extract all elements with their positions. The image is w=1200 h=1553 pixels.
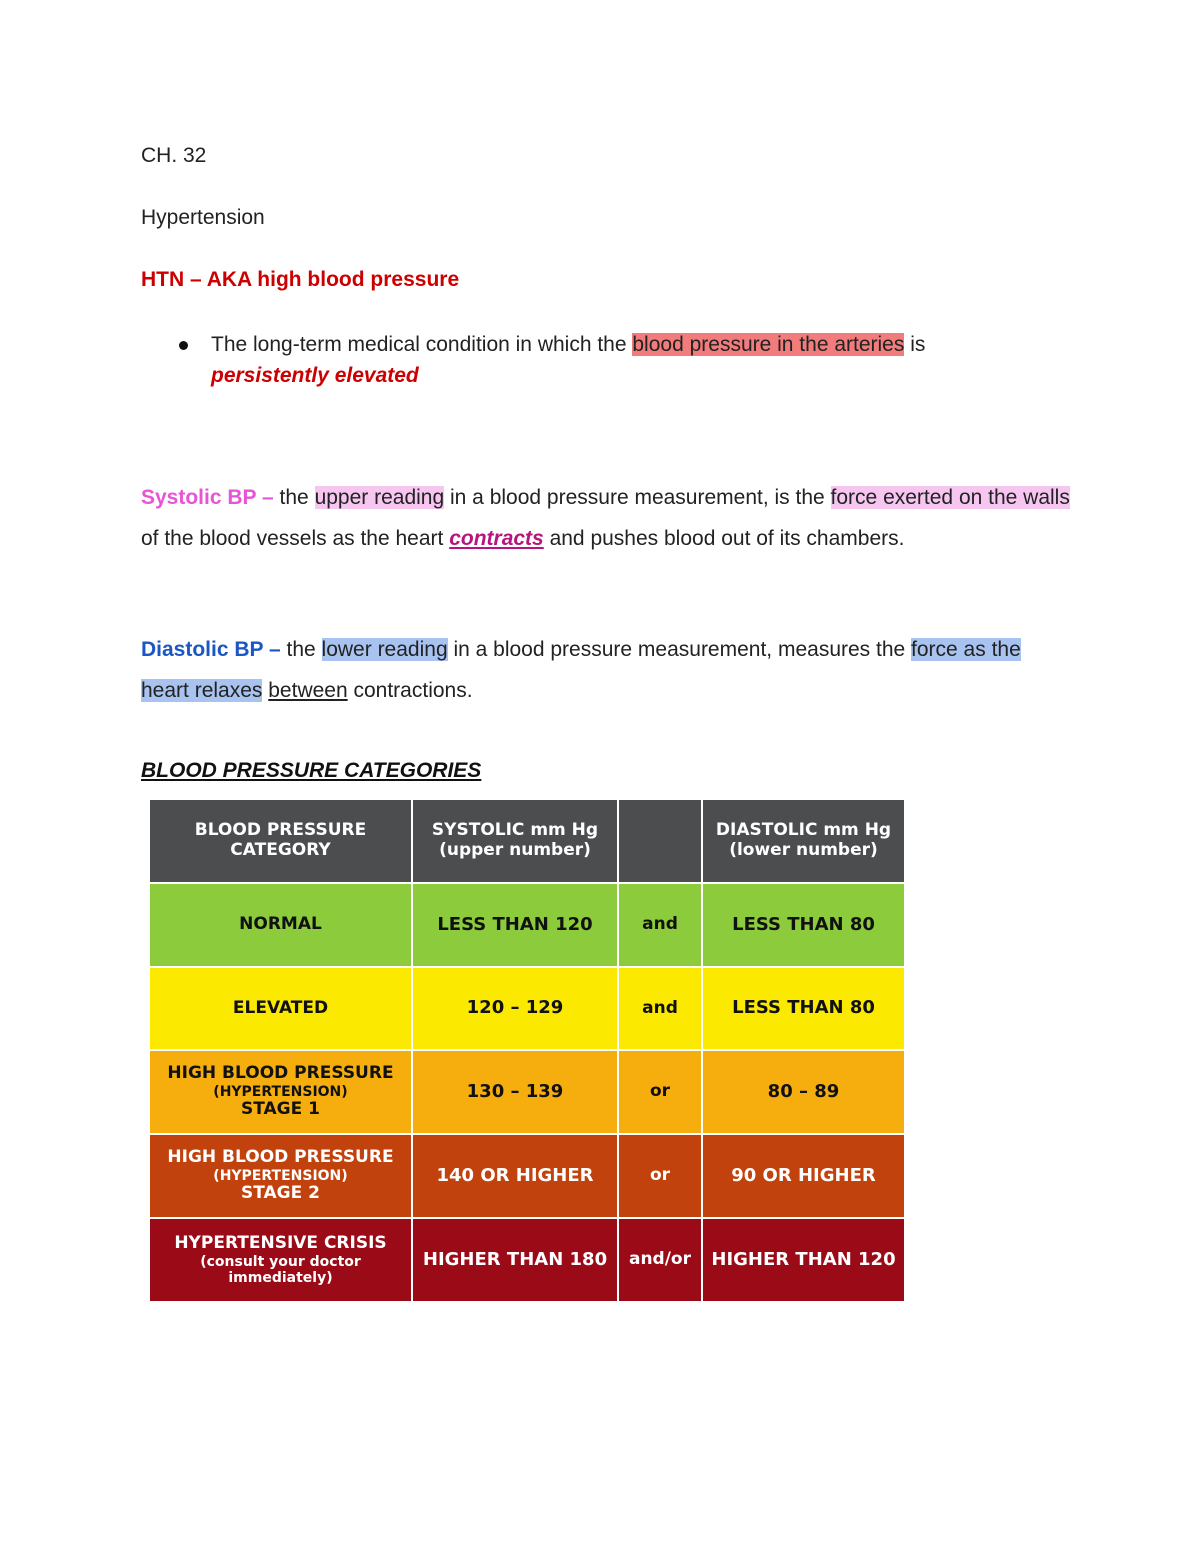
header-systolic-cell bbox=[413, 800, 617, 882]
systolic-value: 130 – 139 bbox=[466, 1080, 564, 1102]
category-cell bbox=[150, 884, 411, 966]
header-diastolic-cell bbox=[703, 800, 904, 882]
systolic-value-cell bbox=[413, 884, 617, 966]
category-sub-label: (HYPERTENSION) bbox=[213, 1167, 348, 1184]
systolic-value: LESS THAN 120 bbox=[437, 913, 593, 935]
join-word: or bbox=[649, 1165, 671, 1186]
systolic-text-3: of the blood vessels as the heart bbox=[141, 526, 450, 550]
systolic-highlight-1: upper reading bbox=[314, 486, 445, 509]
diastolic-text-2: in a blood pressure measurement, measures the bbox=[447, 638, 912, 661]
chapter-label: CH. 32 bbox=[141, 144, 207, 167]
join-word: and/or bbox=[628, 1249, 691, 1270]
diastolic-value: LESS THAN 80 bbox=[732, 997, 875, 1019]
join-word-cell bbox=[619, 1135, 701, 1217]
header-systolic-label: SYSTOLIC mm Hg bbox=[431, 820, 599, 841]
category-label: HIGH BLOOD PRESSURE bbox=[167, 1147, 394, 1168]
category-sub-label: (consult your doctor immediately) bbox=[200, 1253, 361, 1286]
join-word: or bbox=[649, 1081, 671, 1102]
diastolic-value: LESS THAN 80 bbox=[732, 913, 875, 935]
systolic-value-cell bbox=[413, 1135, 617, 1217]
systolic-value: 140 OR HIGHER bbox=[436, 1164, 594, 1186]
category-label: HYPERTENSIVE CRISIS bbox=[174, 1233, 387, 1254]
category-stage-label: STAGE 2 bbox=[240, 1183, 320, 1204]
diastolic-paragraph bbox=[141, 630, 1071, 711]
systolic-value-cell bbox=[413, 968, 617, 1049]
category-sub-label: (HYPERTENSION) bbox=[213, 1083, 348, 1100]
diastolic-value: HIGHER THAN 120 bbox=[711, 1248, 896, 1270]
htn-heading: HTN – AKA high blood pressure bbox=[141, 268, 460, 291]
join-word-cell bbox=[619, 884, 701, 966]
header-join-cell bbox=[619, 800, 701, 882]
blood-pressure-table bbox=[150, 800, 904, 1302]
diastolic-highlight-2: force as the heart relaxes bbox=[141, 638, 1021, 702]
bullet-text-mid: is bbox=[904, 333, 926, 356]
diastolic-value-cell bbox=[703, 1051, 904, 1133]
category-label: ELEVATED bbox=[232, 997, 329, 1018]
header-category-cell bbox=[150, 800, 411, 882]
systolic-value-cell bbox=[413, 1051, 617, 1133]
category-cell bbox=[150, 1135, 411, 1217]
systolic-value: 120 – 129 bbox=[466, 997, 564, 1019]
category-label: NORMAL bbox=[239, 914, 322, 935]
category-cell bbox=[150, 1051, 411, 1133]
systolic-value: HIGHER THAN 180 bbox=[422, 1248, 608, 1270]
diastolic-highlight-1: lower reading bbox=[321, 638, 448, 661]
bullet-highlight: blood pressure in the arteries bbox=[632, 333, 905, 356]
join-word-cell bbox=[619, 968, 701, 1049]
bullet-text bbox=[211, 329, 1071, 391]
diastolic-value-cell bbox=[703, 968, 904, 1049]
diastolic-value-cell bbox=[703, 884, 904, 966]
systolic-highlight-2: force exerted on the walls bbox=[830, 486, 1070, 509]
diastolic-term: Diastolic BP – bbox=[141, 638, 281, 661]
category-cell bbox=[150, 1219, 411, 1301]
systolic-text-2: in a blood pressure measurement, is the bbox=[444, 486, 831, 509]
header-diastolic-sub: (lower number) bbox=[729, 840, 878, 860]
category-cell bbox=[150, 968, 411, 1049]
bullet-emphasis: persistently elevated bbox=[211, 364, 419, 387]
category-stage-label: STAGE 1 bbox=[240, 1099, 320, 1120]
join-word-cell bbox=[619, 1051, 701, 1133]
category-label: HIGH BLOOD PRESSURE bbox=[167, 1063, 394, 1084]
join-word: and bbox=[642, 914, 678, 935]
categories-heading: BLOOD PRESSURE CATEGORIES bbox=[141, 759, 482, 782]
systolic-value-cell bbox=[413, 1219, 617, 1301]
diastolic-value: 80 – 89 bbox=[767, 1080, 840, 1102]
diastolic-text-1: the bbox=[280, 638, 322, 661]
join-word-cell bbox=[619, 1219, 701, 1301]
diastolic-value-cell bbox=[703, 1135, 904, 1217]
diastolic-underline: between bbox=[268, 678, 348, 702]
systolic-paragraph bbox=[141, 478, 1071, 559]
systolic-emphasis: contracts bbox=[449, 526, 544, 550]
header-systolic-sub: (upper number) bbox=[439, 840, 591, 860]
systolic-text-1: the bbox=[273, 486, 315, 509]
systolic-term: Systolic BP – bbox=[141, 486, 274, 509]
bullet-text-pre: The long-term medical condition in which the bbox=[211, 333, 633, 356]
bullet-dot-icon bbox=[179, 341, 188, 350]
header-diastolic-label: DIASTOLIC mm Hg bbox=[715, 820, 892, 841]
diastolic-value-cell bbox=[703, 1219, 904, 1301]
topic-title: Hypertension bbox=[141, 206, 265, 229]
diastolic-text-4: contractions. bbox=[347, 678, 473, 702]
header-category-label: BLOOD PRESSURE CATEGORY bbox=[194, 820, 367, 860]
systolic-text-4: and pushes blood out of its chambers. bbox=[543, 526, 905, 550]
join-word: and bbox=[642, 997, 678, 1018]
diastolic-value: 90 OR HIGHER bbox=[731, 1164, 876, 1186]
